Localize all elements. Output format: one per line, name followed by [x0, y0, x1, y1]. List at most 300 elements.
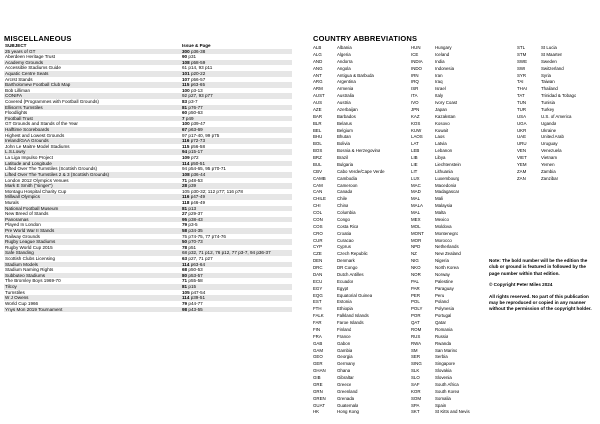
- country-name: Slovenia: [435, 375, 452, 380]
- country-name: Moldova: [435, 223, 452, 229]
- country-row: [313, 403, 411, 410]
- country-row: [313, 148, 411, 155]
- country-code: MALA: [411, 203, 423, 209]
- country-name: Ivory Coast: [435, 100, 458, 105]
- page-reference: p49: [184, 115, 194, 121]
- country-row: [313, 320, 411, 327]
- country-row: [313, 382, 411, 389]
- country-row: [411, 224, 517, 231]
- country-row: [313, 244, 411, 251]
- subject-cell: Bartholomew Football Club Map: [5, 82, 71, 88]
- country-code: BAR: [313, 113, 323, 119]
- page-reference: p46-49: [189, 199, 206, 205]
- country-name: Malaysia: [435, 203, 453, 209]
- country-code: NOR: [411, 271, 421, 277]
- country-code: CAM: [313, 182, 323, 188]
- country-code: CAMB: [313, 175, 326, 181]
- country-code: PAL: [411, 278, 419, 284]
- country-code: SING: [411, 361, 422, 367]
- country-code: UAE: [517, 134, 527, 140]
- country-code: THAI: [517, 86, 528, 92]
- copyright-line: © Copyright Peter Miles 2024: [489, 282, 553, 288]
- subject-cell: Bob Lilliman: [5, 87, 31, 93]
- subject-cell: Safe Standing: [5, 250, 34, 256]
- country-code: MAD: [411, 189, 421, 195]
- subject-cell: Mark E Smith ("singer"): [5, 183, 53, 189]
- country-code: CUR: [313, 237, 323, 243]
- edition-number: 81: [182, 205, 188, 211]
- country-name: Iraq: [435, 79, 443, 85]
- country-row: [313, 155, 411, 162]
- country-code: RWA: [411, 340, 422, 346]
- country-code: SLO: [411, 375, 420, 380]
- country-code: GAB: [313, 340, 323, 346]
- country-row: [313, 238, 411, 245]
- country-code: ZAN: [517, 175, 526, 181]
- country-row: [411, 93, 517, 100]
- country-code: BRZ: [313, 155, 322, 160]
- country-code: ARG: [313, 79, 323, 85]
- country-row: [313, 210, 411, 217]
- country-row: [313, 341, 411, 348]
- page-reference: p63-64: [189, 261, 206, 267]
- country-code: ISR: [411, 86, 419, 92]
- country-code: GER: [313, 361, 323, 367]
- country-row: [411, 66, 517, 73]
- edition-number: 98: [182, 306, 188, 312]
- country-code: GIB: [313, 375, 321, 380]
- country-name: Venezuela: [541, 148, 562, 154]
- country-name: Polynesia: [435, 306, 455, 312]
- page-reference: p72-73: [189, 138, 206, 144]
- country-code: EGY: [313, 285, 323, 291]
- country-abbreviations-title: COUNTRY ABBREVIATIONS: [313, 34, 418, 43]
- country-row: [313, 361, 411, 368]
- country-row: [517, 169, 597, 176]
- country-code: MEX: [411, 216, 421, 222]
- country-row: [411, 375, 517, 382]
- subject-cell: Aberdeen Heritage Trust: [5, 54, 56, 60]
- country-row: [313, 73, 411, 80]
- country-row: [313, 313, 411, 320]
- country-row: [313, 141, 411, 148]
- country-row: [313, 258, 411, 265]
- country-row: [411, 320, 517, 327]
- country-row: [313, 100, 411, 107]
- edition-number: 28: [182, 183, 188, 189]
- country-row: [411, 59, 517, 66]
- page-reference: p20-22: [189, 70, 206, 76]
- country-name: U.S. of America: [541, 113, 572, 119]
- country-name: North Korea: [435, 265, 459, 270]
- country-name: Norway: [435, 271, 450, 277]
- country-row: [313, 396, 411, 403]
- country-row: [411, 361, 517, 368]
- subject-cell: CONIFA: [5, 93, 23, 99]
- country-code: VEN: [517, 148, 527, 154]
- country-row: [313, 121, 411, 128]
- country-code: STL: [517, 45, 526, 50]
- country-code: SWE: [517, 58, 528, 64]
- edition-number: 116: [182, 138, 190, 144]
- country-row: [411, 189, 517, 196]
- country-code: ALG: [313, 51, 322, 57]
- edition-number: 105: [182, 289, 190, 295]
- country-row: [313, 354, 411, 361]
- country-name: Cabo Verde/Cape Verde: [337, 168, 385, 174]
- country-name: Turkey: [541, 106, 555, 112]
- country-code: CON: [313, 216, 323, 222]
- miscellaneous-section: [4, 34, 292, 312]
- country-name: Japan: [435, 106, 447, 112]
- country-name: Austria: [337, 100, 351, 105]
- country-code: KOS: [411, 120, 421, 126]
- subject-cell: Panoramas: [5, 216, 29, 222]
- page-reference: p3-7: [187, 98, 198, 104]
- country-column-1: [313, 45, 411, 416]
- country-code: INDIA: [411, 58, 423, 64]
- page-reference: p47-54: [189, 289, 206, 295]
- country-code: ICE: [411, 51, 419, 57]
- page-reference: 61 p14, 93 p11: [182, 65, 213, 71]
- page-reference: p76-77: [187, 104, 203, 110]
- country-row: [313, 279, 411, 286]
- country-name: Antigua & Barbuda: [337, 72, 374, 78]
- country-name: Sweden: [541, 58, 557, 64]
- country-name: Morocco: [435, 237, 452, 243]
- country-name: Finland: [337, 326, 352, 332]
- country-row: [411, 100, 517, 107]
- subject-cell: W J Owens: [5, 295, 29, 301]
- country-code: SM: [411, 347, 418, 353]
- country-code: CYP: [313, 244, 323, 250]
- country-row: [411, 141, 517, 148]
- country-row: [411, 169, 517, 176]
- country-row: [313, 189, 411, 196]
- country-name: Netherlands: [435, 244, 459, 250]
- country-code: MOR: [411, 237, 422, 243]
- country-row: [313, 231, 411, 238]
- country-code: LAT: [411, 141, 419, 147]
- page-reference: p36-44: [189, 171, 206, 177]
- country-code: AZE: [313, 106, 322, 112]
- country-name: Costa Rica: [337, 223, 359, 229]
- country-row: [517, 128, 597, 135]
- edition-number: 79: [182, 222, 188, 228]
- country-row: [411, 52, 517, 59]
- country-name: Slovakia: [435, 368, 452, 374]
- subject-cell: Academy Grounds: [5, 59, 44, 65]
- country-code: GHAN: [313, 368, 326, 374]
- country-row: [313, 368, 411, 375]
- country-row: [411, 354, 517, 361]
- country-name: Germany: [337, 361, 356, 367]
- country-name: China: [337, 203, 349, 209]
- country-name: Georgia: [337, 354, 353, 360]
- country-name: Luxembourg: [435, 175, 460, 181]
- page-reference: 68 p32, 71 p12, 76 p12, 77 p3-7, 94 p36-37: [182, 250, 271, 256]
- country-name: Nigeria: [435, 258, 449, 264]
- country-name: Somalia: [435, 395, 451, 401]
- country-code: DAN: [313, 271, 323, 277]
- edition-number: 7: [182, 115, 185, 121]
- country-name: Italy: [435, 93, 444, 99]
- country-name: Ecuador: [337, 278, 354, 284]
- edition-number: 107: [182, 76, 190, 82]
- country-row: [313, 45, 411, 52]
- country-row: [517, 66, 597, 73]
- country-row: [517, 155, 597, 162]
- country-row: [517, 114, 597, 121]
- country-row: [517, 73, 597, 80]
- country-code: LAOS: [411, 134, 423, 140]
- page-reference: p13: [187, 205, 197, 211]
- country-code: TAI: [517, 79, 524, 85]
- country-code: ANG: [313, 65, 323, 71]
- table-row: [4, 307, 292, 313]
- country-code: NZ: [411, 251, 417, 257]
- page-reference: 92 p27, 93 p77: [182, 93, 213, 99]
- page-reference: p29-37: [187, 211, 203, 217]
- page-reference: p44-77: [187, 300, 203, 306]
- subject-cell: Highest and Lowest Grounds: [5, 132, 65, 138]
- country-code: SYR: [517, 72, 527, 78]
- country-row: [411, 155, 517, 162]
- country-name: Australia: [337, 93, 355, 99]
- country-name: Congo: [337, 216, 350, 222]
- country-row: [313, 59, 411, 66]
- country-code: TUN: [517, 100, 527, 105]
- edition-number: 63: [182, 256, 188, 262]
- country-row: [313, 272, 411, 279]
- subject-cell: Arcrst Stands: [5, 76, 33, 82]
- country-row: [313, 327, 411, 334]
- subject-cell: Lifted Over The Turnstiles 2 & 3 (Scottish Grounds): [5, 171, 110, 177]
- subject-cell: La Liga Impulso Project: [5, 155, 54, 161]
- edition-number: 101: [182, 70, 190, 76]
- country-column-2: [411, 45, 517, 416]
- edition-number: 108: [182, 59, 190, 65]
- country-name: Uruguay: [541, 141, 558, 147]
- country-code: COL: [313, 210, 323, 215]
- edition-number: 68: [182, 267, 188, 273]
- page-reference: p39-47: [189, 121, 206, 127]
- country-row: [313, 183, 411, 190]
- country-name: Bulgaria: [337, 161, 354, 167]
- country-name: Kuwait: [435, 127, 449, 133]
- country-name: Zambia: [541, 168, 556, 174]
- page-reference: p56-58: [189, 143, 206, 149]
- subject-cell: Covered (Programmes with Football Grounds): [5, 98, 99, 104]
- country-code: DEN: [313, 258, 323, 264]
- country-row: [313, 334, 411, 341]
- page-reference: p39: [187, 183, 197, 189]
- subject-cell: Murals: [5, 199, 19, 205]
- country-name: Peru: [435, 292, 445, 298]
- edition-number: 114: [182, 295, 190, 301]
- country-name: Guatemala: [337, 402, 359, 408]
- edition-number: 95: [182, 216, 188, 222]
- country-name: Mali: [435, 196, 444, 202]
- country-code: TUR: [517, 106, 527, 112]
- country-row: [411, 45, 517, 52]
- country-row: [411, 238, 517, 245]
- country-code: KUW: [411, 127, 422, 133]
- country-row: [517, 162, 597, 169]
- country-name: Portugal: [435, 313, 452, 319]
- country-row: [411, 196, 517, 203]
- country-row: [313, 79, 411, 86]
- country-name: Greenland: [337, 388, 358, 394]
- page-reference: p51: [187, 244, 197, 250]
- country-code: PER: [411, 292, 421, 298]
- country-code: LIT: [411, 168, 418, 174]
- country-name: Faroe Islands: [337, 320, 364, 325]
- subject-cell: Rugby World Cup 2015: [5, 244, 53, 250]
- country-row: [517, 79, 597, 86]
- country-row: [313, 134, 411, 141]
- country-row: [517, 100, 597, 107]
- country-name: Falkland Islands: [337, 313, 369, 319]
- country-code: AUST: [313, 93, 325, 99]
- page-reference: p3-13: [189, 87, 203, 93]
- country-row: [517, 134, 597, 141]
- subject-cell: World Cup 1966: [5, 300, 39, 306]
- country-code: UGA: [517, 120, 527, 126]
- country-row: [411, 334, 517, 341]
- country-code: IRN: [411, 72, 419, 78]
- subject-header: SUBJECT: [5, 43, 27, 48]
- bold-number-note: Note: The bold number will be the edition the club or ground is featured in followed by the page number within that edition.: [489, 258, 588, 276]
- country-name: Vietnam: [541, 155, 558, 160]
- country-name: Macedonia: [435, 182, 457, 188]
- subject-cell: Scottish Clubs Licensing: [5, 256, 56, 262]
- country-name: United Arab: [541, 134, 564, 140]
- page-reference: p31: [187, 54, 197, 60]
- country-code: ECU: [313, 278, 323, 284]
- page-reference: p63-65: [189, 82, 206, 88]
- country-name: Denmark: [337, 258, 355, 264]
- edition-number: 83: [182, 98, 188, 104]
- country-row: [411, 148, 517, 155]
- country-code: POLY: [411, 306, 423, 312]
- edition-number: 94: [182, 149, 188, 155]
- country-name: Cambodia: [337, 175, 358, 181]
- country-name: Algeria: [337, 51, 351, 57]
- country-code: AUS: [313, 100, 323, 105]
- country-name: Mexico: [435, 216, 449, 222]
- country-row: [313, 176, 411, 183]
- country-name: Iceland: [435, 51, 450, 57]
- subject-cell: Played In London: [5, 222, 41, 228]
- country-name: Indonesia: [435, 65, 455, 71]
- edition-number: 109: [182, 155, 190, 161]
- country-row: [517, 121, 597, 128]
- country-row: [313, 251, 411, 258]
- edition-number: 58: [182, 228, 188, 233]
- country-row: [313, 306, 411, 313]
- country-row: [313, 293, 411, 300]
- page-reference: p50-63: [187, 110, 203, 116]
- subject-cell: Floodlights: [5, 110, 28, 116]
- page-reference: 94 p54-65, 95 p70-71: [182, 166, 226, 172]
- edition-number: 116: [182, 194, 190, 200]
- country-code: BHU: [313, 134, 323, 140]
- country-code: POL: [411, 299, 420, 305]
- country-row: [411, 121, 517, 128]
- country-name: Hungary: [435, 45, 452, 50]
- country-name: Argentina: [337, 79, 356, 85]
- country-row: [517, 52, 597, 59]
- country-row: [411, 403, 517, 410]
- country-row: [313, 162, 411, 169]
- country-code: MOL: [411, 223, 421, 229]
- edition-number: 118: [182, 199, 190, 205]
- edition-number: 90: [182, 54, 188, 60]
- country-name: Estonia: [337, 299, 352, 305]
- country-row: [411, 73, 517, 80]
- country-code: MAL: [411, 210, 421, 215]
- country-name: Montenegro: [435, 230, 459, 236]
- country-name: Trinidad & Tobago: [541, 93, 577, 99]
- country-row: [517, 176, 597, 183]
- country-name: Singapore: [435, 361, 456, 367]
- country-code: LIE: [411, 161, 418, 167]
- country-name: Zanzibar: [541, 175, 559, 181]
- country-name: Cameroon: [337, 182, 358, 188]
- country-code: GUAT: [313, 402, 325, 408]
- country-row: [517, 59, 597, 66]
- country-code: SOM: [411, 395, 422, 401]
- country-row: [411, 244, 517, 251]
- subject-cell: Railway Grounds: [5, 233, 40, 239]
- country-abbreviations-section: [313, 34, 597, 416]
- country-name: Libya: [435, 155, 446, 160]
- country-code: MONT: [411, 230, 424, 236]
- country-row: [313, 217, 411, 224]
- country-code: ZAM: [517, 168, 527, 174]
- country-name: Canada: [337, 189, 353, 195]
- country-code: KAZ: [411, 113, 420, 119]
- country-row: [517, 148, 597, 155]
- country-code: ANT: [313, 72, 322, 78]
- subject-cell: Ynys Mon 2019 Tournament: [5, 306, 63, 312]
- subject-cell: Ireland/GAA Grounds: [5, 138, 49, 144]
- country-row: [411, 396, 517, 403]
- country-row: [313, 409, 411, 416]
- country-code: BOL: [313, 141, 322, 147]
- page-reference: p38-43: [187, 216, 203, 222]
- country-name: Bhutan: [337, 134, 351, 140]
- country-name: Uganda: [541, 120, 557, 126]
- country-code: CBV: [313, 168, 323, 174]
- country-name: Rwanda: [435, 340, 452, 346]
- miscellaneous-title: MISCELLANEOUS: [4, 34, 72, 43]
- subject-cell: Lifted Over The Turnstiles (Scottish Grounds): [5, 166, 98, 172]
- country-name: Switzerland: [541, 65, 564, 71]
- country-row: [313, 93, 411, 100]
- country-name: Columbia: [337, 210, 356, 215]
- country-code: HUN: [411, 45, 421, 50]
- notes-block: [489, 258, 593, 318]
- country-row: [411, 217, 517, 224]
- subject-cell: Millwall Olympics: [5, 194, 40, 200]
- country-code: FTH: [313, 306, 322, 312]
- country-code: SPA: [411, 402, 420, 408]
- country-code: ALB: [313, 45, 322, 50]
- country-code: GAM: [313, 347, 324, 353]
- subject-cell: Accessible Stadiums Guide: [5, 65, 61, 71]
